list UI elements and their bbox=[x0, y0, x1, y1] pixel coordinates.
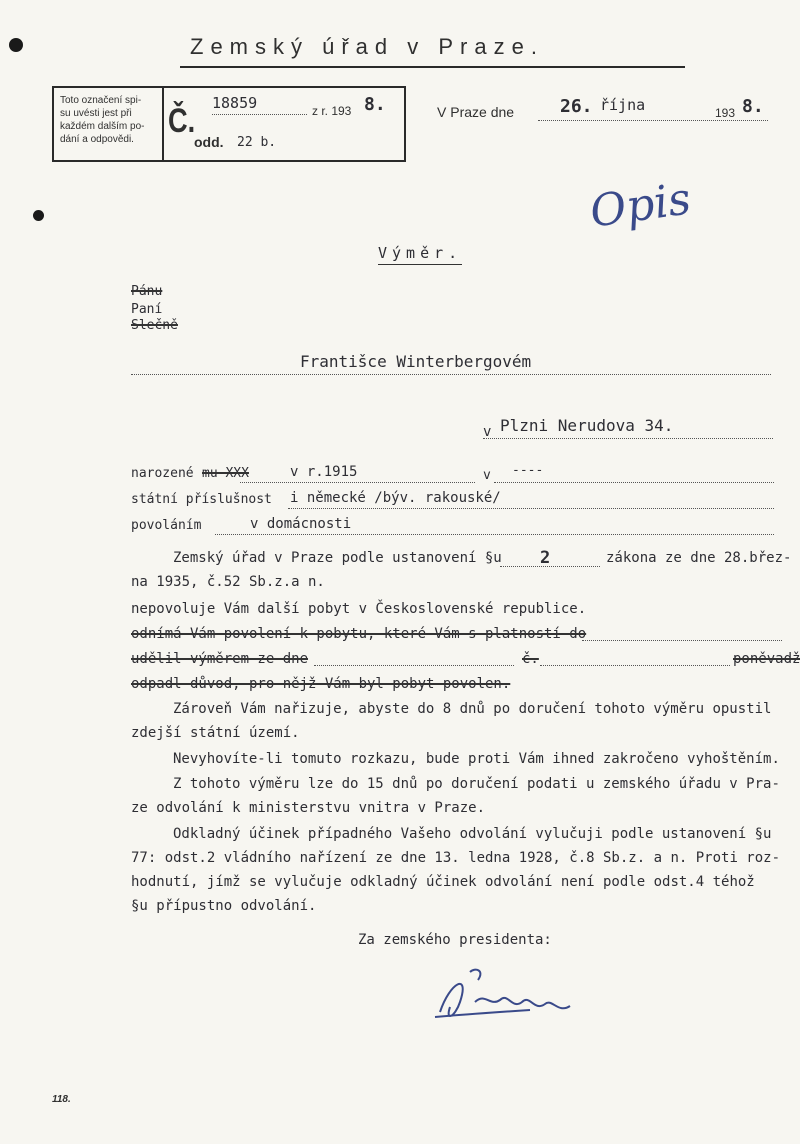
citizenship-line bbox=[288, 508, 774, 509]
citizenship: i německé /býv. rakouské/ bbox=[290, 490, 501, 506]
body-p1-c: na 1935, č.52 Sb.z.a n. bbox=[131, 574, 325, 590]
punch-hole-bottom bbox=[33, 210, 44, 221]
born-place-prefix: v bbox=[483, 468, 491, 483]
body-struck-3: odpadl důvod, pro nějž Vám byl pobyt povolen. bbox=[131, 676, 511, 692]
occupation-line bbox=[215, 534, 774, 535]
addressee-name: Františce Winterbergovém bbox=[300, 352, 532, 371]
address-line bbox=[483, 438, 773, 439]
born-place: ---- bbox=[512, 463, 544, 478]
header-rule bbox=[180, 66, 685, 68]
cislo-mark: Č. bbox=[168, 102, 196, 140]
body-struck-2c: poněvadž bbox=[733, 651, 800, 667]
number-line bbox=[212, 114, 307, 115]
reference-note: Toto označení spi- su uvésti jest při každém dalším po- dání a odpovědi. bbox=[60, 95, 145, 145]
struck-1-line bbox=[582, 640, 782, 641]
odd-label: odd. bbox=[194, 134, 224, 150]
address: Plzni Nerudova 34. bbox=[500, 416, 674, 435]
date-day: 26. bbox=[560, 96, 593, 117]
body-p5-b: ze odvolání k ministerstvu vnitra v Praze. bbox=[131, 800, 486, 816]
date-prefix: V Praze dne bbox=[437, 104, 515, 120]
form-number: 118. bbox=[52, 1094, 71, 1105]
punch-hole-top bbox=[9, 38, 23, 52]
body-p1-num: 2 bbox=[540, 548, 551, 568]
name-line bbox=[131, 374, 771, 375]
body-p1-a: Zemský úřad v Praze podle ustanovení §u bbox=[173, 550, 502, 566]
signature-closing: Za zemského presidenta: bbox=[358, 932, 552, 948]
born-year: v r.1915 bbox=[290, 464, 358, 480]
body-p6-c: hodnutí, jímž se vylučuje odkladný účinek odvolání není podle odst.4 téhož bbox=[131, 874, 755, 890]
reference-divider bbox=[162, 88, 164, 160]
salutation-struck-2: Slečně bbox=[131, 318, 178, 333]
body-struck-2a: udělil výměrem ze dne bbox=[131, 651, 309, 667]
address-prefix: v bbox=[483, 424, 492, 440]
handwritten-opis: Opis bbox=[586, 173, 694, 238]
body-p3-a: Zároveň Vám nařizuje, abyste do 8 dnů po doručení tohoto výměru opustil bbox=[173, 701, 772, 717]
born-label: narozené bbox=[131, 466, 194, 481]
date-month: října bbox=[600, 96, 646, 114]
body-p1-b: zákona ze dne 28.břez- bbox=[606, 550, 792, 566]
reference-year-digit: 8. bbox=[364, 94, 386, 115]
date-line bbox=[538, 120, 768, 121]
body-p3-b: zdejší státní území. bbox=[131, 725, 300, 741]
body-p2: nepovoluje Vám další pobyt v Československé republice. bbox=[131, 601, 587, 617]
born-struck: mu XXX bbox=[202, 466, 249, 481]
struck-2-line-b bbox=[540, 665, 730, 666]
salutation-struck-1: Pánu bbox=[131, 284, 163, 299]
born-line bbox=[240, 482, 475, 483]
reference-box bbox=[52, 86, 406, 162]
date-year-prefix: 193 bbox=[715, 106, 736, 120]
date-year-digit: 8. bbox=[742, 96, 764, 117]
occupation: v domácnosti bbox=[250, 516, 352, 532]
body-struck-1: odnímá Vám povolení k pobytu, které Vám s platností do bbox=[131, 626, 587, 642]
body-p6-a: Odkladný účinek případného Vašeho odvolání vylučuji podle ustanovení §u bbox=[173, 826, 772, 842]
body-struck-2b: č. bbox=[522, 651, 539, 667]
body-p4: Nevyhovíte-li tomuto rozkazu, bude proti Vám ihned zakročeno vyhoštěním. bbox=[173, 751, 780, 767]
handwritten-signature bbox=[430, 962, 590, 1032]
office-title: Zemský úřad v Praze. bbox=[190, 34, 544, 59]
reference-number: 18859 bbox=[212, 94, 258, 112]
reference-year-prefix: z r. 193 bbox=[312, 104, 352, 118]
citizenship-label: státní příslušnost bbox=[131, 492, 272, 507]
document-title: Výměr. bbox=[378, 244, 462, 265]
occupation-label: povoláním bbox=[131, 518, 202, 533]
body-p5-a: Z tohoto výměru lze do 15 dnů po doručení podati u zemského úřadu v Pra- bbox=[173, 776, 780, 792]
struck-2-line-a bbox=[314, 665, 514, 666]
odd-value: 22 b. bbox=[237, 135, 277, 150]
body-p6-b: 77: odst.2 vládního nařízení ze dne 13. ledna 1928, č.8 Sb.z. a n. Proti roz- bbox=[131, 850, 781, 866]
salutation: Paní bbox=[131, 302, 163, 317]
born-place-line bbox=[494, 482, 774, 483]
body-p6-d: §u přípustno odvolání. bbox=[131, 898, 317, 914]
